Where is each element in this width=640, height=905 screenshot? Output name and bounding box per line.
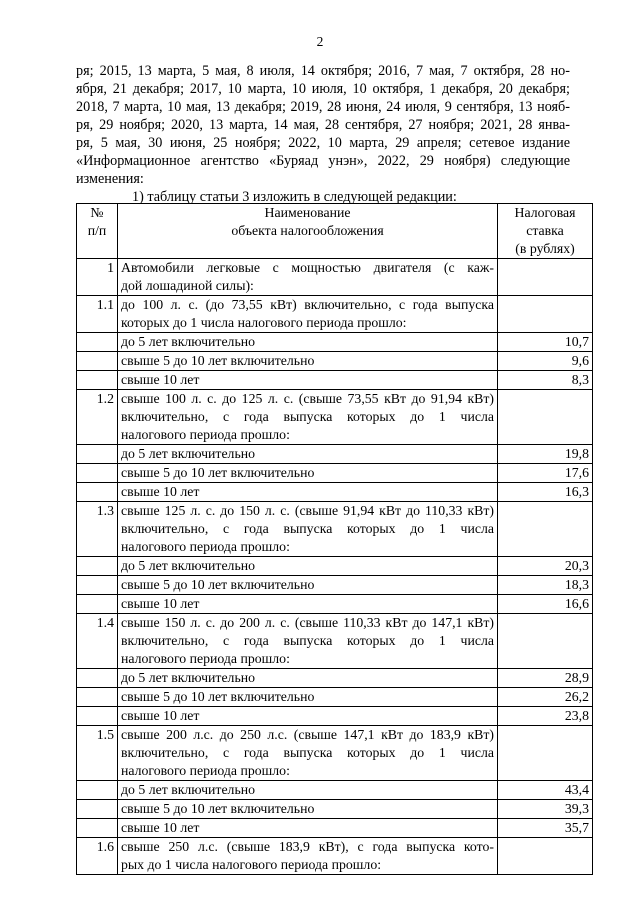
row-name-line: свыше 10 лет	[121, 820, 200, 835]
table-row	[77, 390, 593, 445]
intro-line: 2018, 7 марта, 10 мая, 13 декабря; 2019, 28 июня, 24 июля, 9 сентября, 13 нояб-	[76, 99, 570, 115]
row-rate	[498, 838, 593, 875]
row-name-line: свыше 5 до 10 лет включительно	[121, 577, 315, 592]
row-name-line: рых до 1 числа налогового периода прошло:	[121, 857, 382, 872]
row-rate	[498, 259, 593, 296]
row-name	[118, 371, 498, 390]
table-header-row	[77, 204, 593, 259]
row-name	[118, 707, 498, 726]
header-num	[77, 204, 118, 259]
table-row	[77, 352, 593, 371]
row-name-line: свыше 150 л. с. до 200 л. с. (свыше 110,33 кВт до 147,1 кВт)	[121, 615, 494, 630]
row-name-line: включительно, с года выпуска которых до 1 числа	[121, 745, 494, 760]
table-row	[77, 800, 593, 819]
row-rate: 9,6	[498, 352, 593, 371]
row-name	[118, 688, 498, 707]
row-rate: 8,3	[498, 371, 593, 390]
row-name-line: включительно, с года выпуска которых до 1 числа	[121, 521, 494, 536]
row-name-line: включительно, с года выпуска которых до 1 числа	[121, 633, 494, 648]
row-name	[118, 614, 498, 669]
row-number	[77, 483, 118, 502]
row-rate: 35,7	[498, 819, 593, 838]
table-row	[77, 576, 593, 595]
row-number: 1.6	[77, 838, 118, 875]
row-name	[118, 352, 498, 371]
header-rate-line: Налоговая	[514, 205, 576, 220]
table-row	[77, 259, 593, 296]
row-name-line: налогового периода прошло:	[121, 651, 290, 666]
row-name	[118, 445, 498, 464]
table-row	[77, 296, 593, 333]
row-name-line: налогового периода прошло:	[121, 763, 290, 778]
header-num-line: №	[90, 205, 104, 220]
row-name-line: свыше 200 л.с. до 250 л.с. (свыше 147,1 кВт до 183,9 кВт)	[121, 727, 494, 742]
row-rate: 39,3	[498, 800, 593, 819]
row-number: 1.4	[77, 614, 118, 669]
header-name-line: объекта налогообложения	[231, 223, 384, 238]
table-row	[77, 838, 593, 875]
row-name-line: до 5 лет включительно	[121, 334, 256, 349]
row-rate	[498, 614, 593, 669]
row-number	[77, 781, 118, 800]
row-rate: 16,3	[498, 483, 593, 502]
row-name-line: свыше 125 л. с. до 150 л. с. (свыше 91,94 кВт до 110,33 кВт)	[121, 503, 494, 518]
row-name-line: свыше 5 до 10 лет включительно	[121, 689, 315, 704]
row-rate	[498, 296, 593, 333]
intro-paragraph	[76, 62, 570, 206]
row-number	[77, 371, 118, 390]
page-number: 2	[316, 34, 324, 49]
row-rate	[498, 390, 593, 445]
row-name-line: свыше 250 л.с. (свыше 183,9 кВт), с года выпуска кото-	[121, 839, 494, 854]
row-number	[77, 800, 118, 819]
row-rate: 20,3	[498, 557, 593, 576]
row-number	[77, 688, 118, 707]
row-rate: 43,4	[498, 781, 593, 800]
row-name	[118, 502, 498, 557]
row-number: 1.1	[77, 296, 118, 333]
row-name-line: до 100 л. с. (до 73,55 кВт) включительно, с года выпуска	[121, 297, 494, 312]
row-name-line: до 5 лет включительно	[121, 558, 256, 573]
header-rate-line: (в рублях)	[515, 241, 575, 256]
row-name-line: свыше 10 лет	[121, 484, 200, 499]
table-row	[77, 726, 593, 781]
row-name	[118, 576, 498, 595]
row-name	[118, 669, 498, 688]
row-number: 1.3	[77, 502, 118, 557]
row-name-line: которых до 1 числа налогового периода прошло:	[121, 315, 407, 330]
row-number	[77, 595, 118, 614]
table-row	[77, 464, 593, 483]
row-name-line: свыше 5 до 10 лет включительно	[121, 353, 315, 368]
row-name-line: свыше 10 лет	[121, 372, 200, 387]
intro-line: изменения:	[76, 171, 144, 187]
table-row	[77, 595, 593, 614]
table-row	[77, 707, 593, 726]
row-number	[77, 445, 118, 464]
row-rate: 19,8	[498, 445, 593, 464]
row-number	[77, 557, 118, 576]
table-row	[77, 333, 593, 352]
row-number	[77, 464, 118, 483]
row-rate: 18,3	[498, 576, 593, 595]
header-rate-line: ставка	[526, 223, 564, 238]
row-name-line: свыше 5 до 10 лет включительно	[121, 801, 315, 816]
row-rate: 10,7	[498, 333, 593, 352]
row-rate: 26,2	[498, 688, 593, 707]
row-number	[77, 819, 118, 838]
intro-line: ря; 2015, 13 марта, 5 мая, 8 июля, 14 октября; 2016, 7 мая, 7 октября, 28 но-	[76, 63, 570, 79]
table-row	[77, 614, 593, 669]
row-rate: 17,6	[498, 464, 593, 483]
row-name-line: свыше 10 лет	[121, 596, 200, 611]
table-row	[77, 688, 593, 707]
intro-line: ября, 21 декабря; 2017, 10 марта, 10 июля, 10 октября, 1 декабря, 20 декабря;	[76, 81, 570, 97]
row-number: 1.2	[77, 390, 118, 445]
row-name	[118, 595, 498, 614]
header-rate	[498, 204, 593, 259]
row-name	[118, 390, 498, 445]
row-name	[118, 781, 498, 800]
intro-line: ря, 29 ноября; 2020, 13 марта, 14 мая, 28 сентября, 27 ноября; 2021, 28 янва-	[76, 117, 570, 133]
row-name-line: до 5 лет включительно	[121, 670, 256, 685]
row-name	[118, 464, 498, 483]
row-name	[118, 800, 498, 819]
row-name-line: до 5 лет включительно	[121, 782, 256, 797]
row-rate: 23,8	[498, 707, 593, 726]
row-name-line: налогового периода прошло:	[121, 539, 290, 554]
row-number: 1	[77, 259, 118, 296]
row-name-line: свыше 100 л. с. до 125 л. с. (свыше 73,55 кВт до 91,94 кВт)	[121, 391, 494, 406]
row-rate	[498, 502, 593, 557]
row-name	[118, 259, 498, 296]
row-rate: 16,6	[498, 595, 593, 614]
header-num-line: п/п	[87, 223, 107, 238]
row-number: 1.5	[77, 726, 118, 781]
row-name	[118, 819, 498, 838]
header-name	[118, 204, 498, 259]
table-body	[77, 259, 593, 875]
row-rate: 28,9	[498, 669, 593, 688]
tax-rate-table	[76, 203, 593, 875]
row-name-line: свыше 10 лет	[121, 708, 200, 723]
intro-line: «Информационное агентство «Буряад унэн», 2022, 29 ноября) следующие	[76, 153, 570, 169]
table-row	[77, 819, 593, 838]
row-rate	[498, 726, 593, 781]
row-number	[77, 576, 118, 595]
row-name	[118, 296, 498, 333]
row-name-line: Автомобили легковые с мощностью двигателя (с каж-	[121, 260, 494, 275]
row-number	[77, 333, 118, 352]
row-name-line: до 5 лет включительно	[121, 446, 256, 461]
header-name-line: Наименование	[264, 205, 351, 220]
item-line: 1) таблицу статьи 3 изложить в следующей редакции:	[132, 189, 457, 205]
row-number	[77, 707, 118, 726]
row-name	[118, 557, 498, 576]
row-number	[77, 669, 118, 688]
table-row	[77, 502, 593, 557]
table-row	[77, 669, 593, 688]
intro-line: ря, 5 мая, 30 июня, 25 ноября; 2022, 10 марта, 29 апреля; сетевое издание	[76, 135, 570, 151]
row-name-line: включительно, с года выпуска которых до 1 числа	[121, 409, 494, 424]
table-row	[77, 483, 593, 502]
table-row	[77, 371, 593, 390]
row-name	[118, 726, 498, 781]
table-row	[77, 781, 593, 800]
table-row	[77, 445, 593, 464]
row-name	[118, 838, 498, 875]
table-row	[77, 557, 593, 576]
row-name-line: налогового периода прошло:	[121, 427, 290, 442]
row-name	[118, 333, 498, 352]
row-name	[118, 483, 498, 502]
row-name-line: дой лошадиной силы):	[121, 278, 254, 293]
row-number	[77, 352, 118, 371]
row-name-line: свыше 5 до 10 лет включительно	[121, 465, 315, 480]
